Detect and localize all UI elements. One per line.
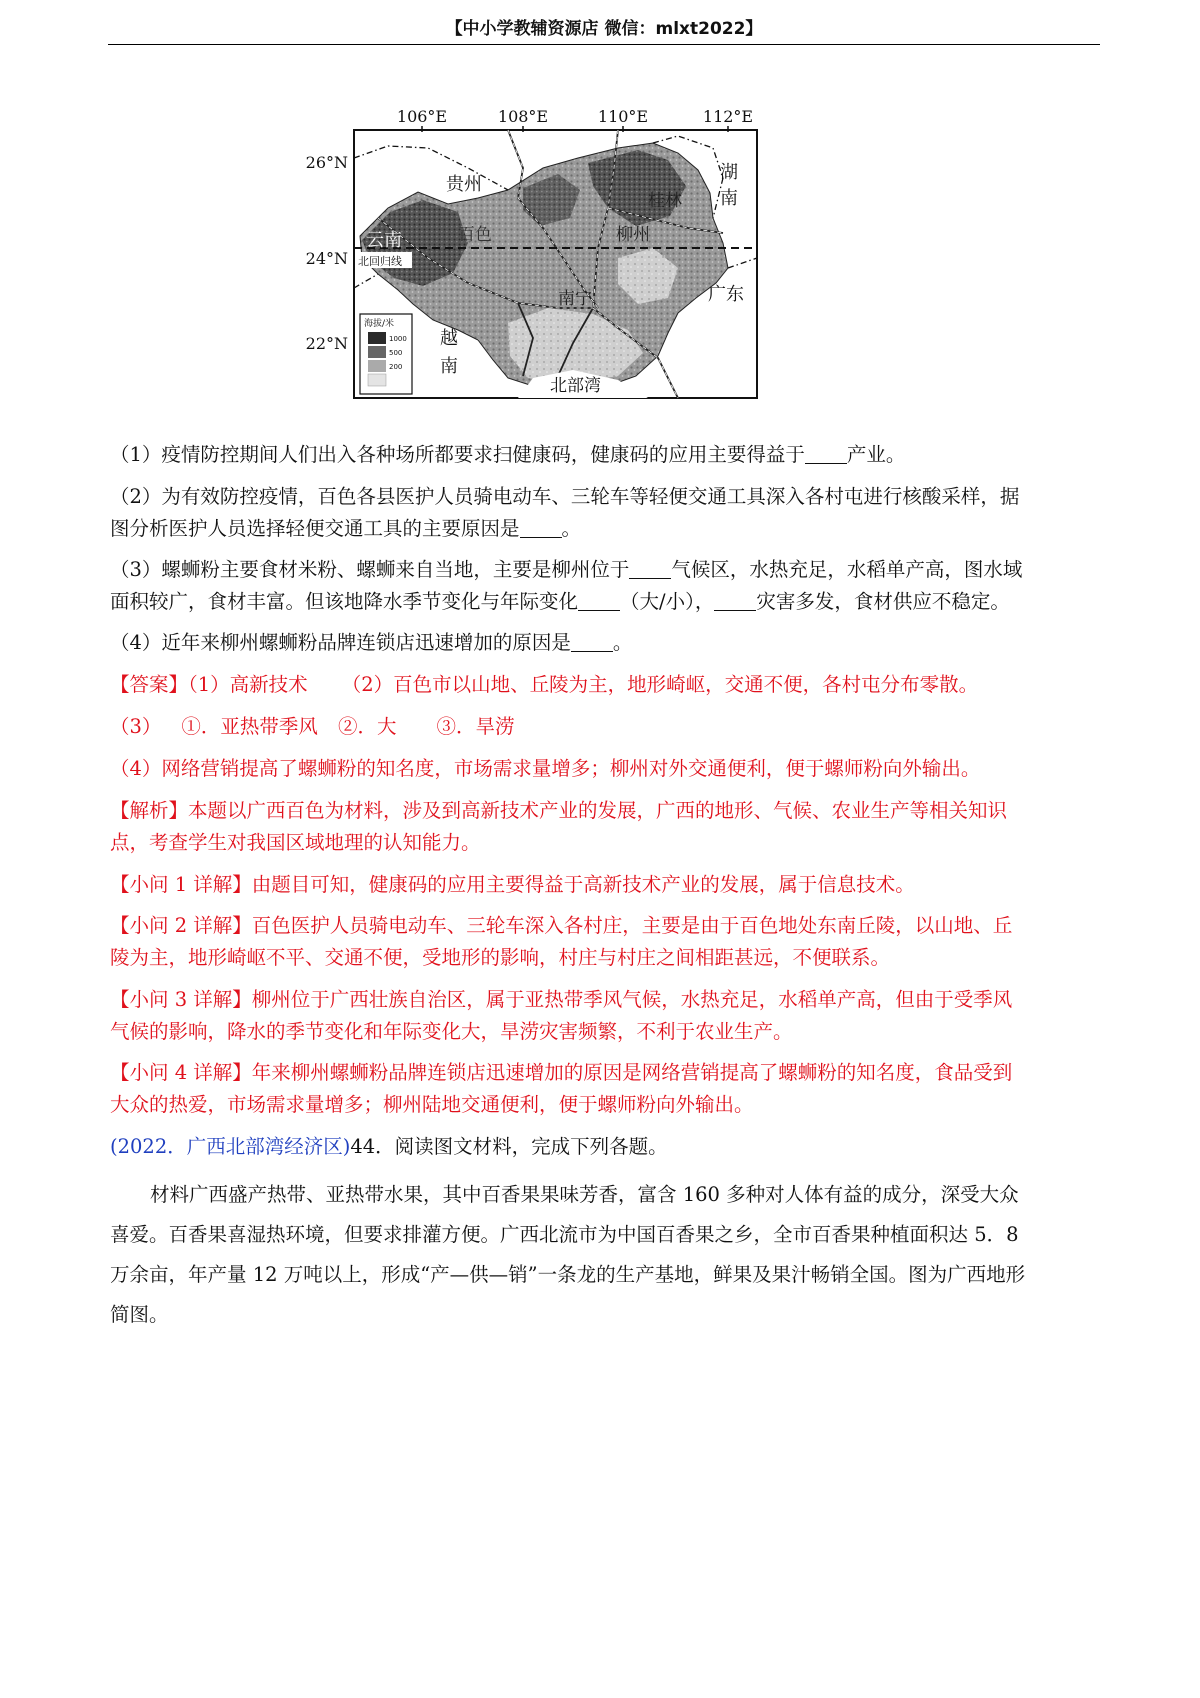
guangxi-map: [305, 107, 838, 440]
lon-label-106: 106°E: [396, 107, 448, 126]
page-header: 【中小学教辅资源店 微信：mlxt2022】: [445, 19, 763, 39]
answer-blank[interactable]: [520, 517, 562, 538]
question-source[interactable]: (2022．广西北部湾经济区): [110, 1135, 351, 1158]
question-2-line-1: （2）为有效防控疫情，百色各县医护人员骑电动车、三轮车等轻便交通工具深入各村屯进行核酸采样，据: [110, 485, 1020, 508]
label-yunnan: 云南: [366, 230, 402, 251]
lat-label-24: 24°N: [305, 249, 348, 268]
answer-blank[interactable]: [805, 443, 847, 464]
label-hunan-2: 南: [720, 188, 738, 209]
question-2-line-2: 图分析医护人员选择轻便交通工具的主要原因是 。: [110, 517, 582, 540]
answer-label: 【答案】: [110, 673, 189, 696]
lat-label-22: 22°N: [305, 334, 348, 353]
label-gulf: 北部湾: [550, 376, 601, 396]
answer-line-1: 【答案】（1）高新技术 （2）百色市以山地、丘陵为主，地形崎岖，交通不便，各村屯分布零散。: [110, 673, 979, 696]
label-guizhou: 贵州: [446, 174, 482, 195]
detail-2-line-2: 陵为主，地形崎岖不平、交通不便，受地形的影响，村庄与村庄之间相距甚远，不便联系。: [110, 946, 891, 969]
detail-4-line-2: 大众的热爱，市场需求量增多；柳州陆地交通便利，便于螺师粉向外输出。: [110, 1093, 754, 1116]
detail-3-line-2: 气候的影响，降水的季节变化和年际变化大，旱涝灾害频繁，不利于农业生产。: [110, 1020, 793, 1043]
answer-blank[interactable]: [578, 590, 620, 611]
answer-line-3: （4）网络营销提高了螺蛳粉的知名度，市场需求量增多；柳州对外交通便利，便于螺师粉向外输出。: [110, 757, 981, 780]
answer-blank[interactable]: [571, 631, 613, 652]
label-baise: 百色: [458, 225, 492, 245]
header-rule: [108, 44, 1100, 45]
tropic-label: 北回归线: [358, 255, 402, 268]
material-line-3: 万余亩，年产量 12 万吨以上，形成“产—供—销”一条龙的生产基地，鲜果及果汁畅销全国。图为广西地形: [110, 1263, 1026, 1286]
next-question-heading: (2022．广西北部湾经济区)44．阅读图文材料，完成下列各题。: [110, 1135, 668, 1158]
lon-label-112: 112°E: [702, 107, 754, 126]
lat-label-26: 26°N: [305, 153, 348, 172]
legend-title: 海拔/米: [364, 319, 395, 329]
detail-3-line-1: 【小问 3 详解】柳州位于广西壮族自治区，属于亚热带季风气候，水热充足，水稻单产高，但由于受季风: [110, 988, 1013, 1011]
guangxi-map-svg: [305, 107, 838, 440]
question-1: （1）疫情防控期间人们出入各种场所都要求扫健康码，健康码的应用主要得益于 产业。: [110, 443, 906, 466]
answer-line-2: （3） ①．亚热带季风 ②．大 ③．旱涝: [110, 715, 515, 738]
label-hunan-1: 湖: [720, 162, 738, 183]
map-legend: [360, 314, 412, 394]
detail-1-line-1: 【小问 1 详解】由题目可知，健康码的应用主要得益于高新技术产业的发展，属于信息技术。: [110, 873, 915, 896]
question-3-line-2: 面积较广，食材丰富。但该地降水季节变化与年际变化 （大/小）， 灾害多发，食材供应不稳定。: [110, 590, 1010, 613]
lon-label-108: 108°E: [497, 107, 549, 126]
answer-blank[interactable]: [714, 590, 756, 611]
label-liuzhou: 柳州: [616, 225, 650, 245]
legend-level-500: 500: [389, 349, 403, 357]
label-vietnam-1: 越: [440, 328, 458, 349]
question-3-line-1: （3）螺蛳粉主要食材米粉、螺蛳来自当地，主要是柳州位于 气候区，水热充足，水稻单产高，图水域: [110, 558, 1023, 581]
question-4: （4）近年来柳州螺蛳粉品牌连锁店迅速增加的原因是 。: [110, 631, 633, 654]
lon-label-110: 110°E: [597, 107, 649, 126]
label-guangdong: 广东: [708, 284, 744, 305]
label-nanning: 南宁: [558, 289, 592, 309]
legend-level-1000: 1000: [389, 335, 407, 343]
detail-2-line-1: 【小问 2 详解】百色医护人员骑电动车、三轮车深入各村庄，主要是由于百色地处东南丘陵，以山地、丘: [110, 914, 1013, 937]
label-guilin: 桂林: [648, 191, 682, 211]
analysis-line-1: 【解析】本题以广西百色为材料，涉及到高新技术产业的发展，广西的地形、气候、农业生产等相关知识: [110, 799, 1008, 822]
legend-level-200: 200: [389, 363, 403, 371]
material-line-4: 简图。: [110, 1303, 169, 1326]
answer-blank[interactable]: [629, 558, 671, 579]
material-line-2: 喜爱。百香果喜湿热环境，但要求排灌方便。广西北流市为中国百香果之乡，全市百香果种植面积达 5．8: [110, 1223, 1019, 1246]
material-line-1: 材料广西盛产热带、亚热带水果，其中百香果果味芳香，富含 160 多种对人体有益的成分，深受大众: [150, 1183, 1019, 1206]
detail-4-line-1: 【小问 4 详解】年来柳州螺蛳粉品牌连锁店迅速增加的原因是网络营销提高了螺蛳粉的知名度，食品受到: [110, 1061, 1013, 1084]
label-vietnam-2: 南: [440, 356, 458, 377]
analysis-line-2: 点，考查学生对我国区域地理的认知能力。: [110, 831, 481, 854]
